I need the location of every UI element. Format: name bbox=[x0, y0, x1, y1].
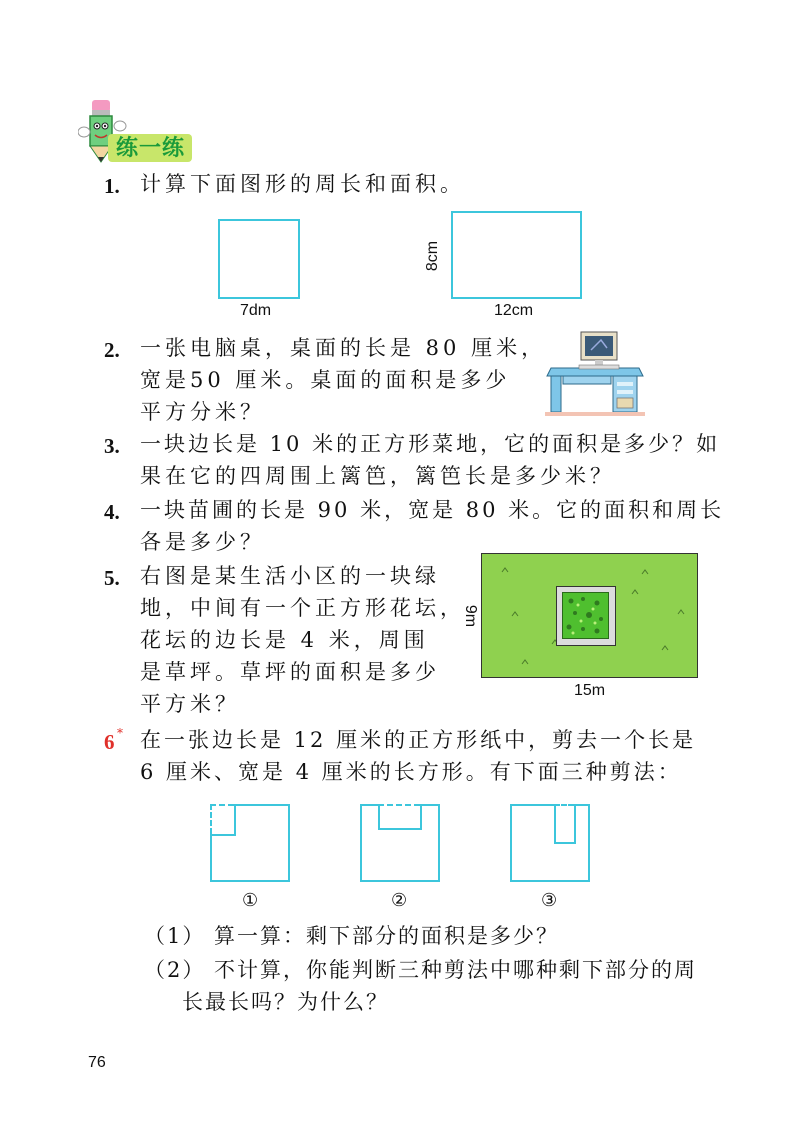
question-text: 计算下面图形的周长和面积。 bbox=[140, 172, 465, 196]
lawn-width-label: 15m bbox=[574, 682, 606, 699]
lawn-figure bbox=[481, 553, 698, 678]
question-number: 4. bbox=[104, 500, 120, 524]
question-line: 花坛的边长是 4 米，周围 bbox=[140, 628, 429, 652]
question-line: 宽是50 厘米。桌面的面积是多少 bbox=[140, 368, 511, 392]
question-number: 1. bbox=[104, 174, 120, 198]
question-line: 果在它的四周围上篱笆，篱笆长是多少米？ bbox=[140, 464, 615, 488]
section-title: 练一练 bbox=[116, 135, 186, 160]
fig-cut-dashed bbox=[554, 804, 574, 806]
question-line: 在一张边长是 12 厘米的正方形纸中，剪去一个长是 bbox=[140, 728, 697, 752]
fig-cut-edge bbox=[378, 828, 422, 830]
fig-edge bbox=[360, 804, 378, 806]
flower-bed bbox=[556, 586, 616, 646]
fig-cut-edge bbox=[420, 804, 422, 830]
cut-figure-3 bbox=[510, 804, 590, 882]
square-figure bbox=[218, 219, 300, 299]
challenge-star: * bbox=[117, 726, 123, 740]
fig-edge bbox=[210, 880, 290, 882]
question-line: 平方分米？ bbox=[140, 400, 265, 424]
fig-edge bbox=[360, 804, 362, 882]
fig-cut-edge bbox=[234, 804, 236, 836]
fig-label-1: ① bbox=[242, 890, 259, 911]
fig-cut-dashed bbox=[210, 804, 234, 806]
page-number: 76 bbox=[88, 1054, 106, 1071]
question-line: 是草坪。草坪的面积是多少 bbox=[140, 660, 440, 684]
fig-edge bbox=[588, 804, 590, 882]
square-side-label: 7dm bbox=[240, 302, 272, 319]
section-header bbox=[78, 96, 228, 166]
sub-question-2-cont: 长最长吗？为什么？ bbox=[182, 990, 389, 1014]
fig-edge bbox=[574, 804, 590, 806]
cut-figure-2 bbox=[360, 804, 440, 882]
question-number: 3. bbox=[104, 434, 120, 458]
fig-edge bbox=[438, 804, 440, 882]
fig-cut-edge bbox=[554, 804, 556, 844]
fig-label-2: ② bbox=[391, 890, 408, 911]
fig-edge bbox=[510, 804, 554, 806]
question-line: 一块边长是 10 米的正方形菜地，它的面积是多少？如 bbox=[140, 432, 721, 456]
fig-cut-edge bbox=[210, 834, 236, 836]
question-line: 各是多少？ bbox=[140, 530, 265, 554]
fig-label-3: ③ bbox=[541, 890, 558, 911]
fig-cut-edge bbox=[554, 842, 576, 844]
flower-bed-plants bbox=[562, 592, 609, 639]
lawn-height-label: 9m bbox=[462, 604, 480, 628]
fig-cut-edge bbox=[574, 804, 576, 844]
fig-edge bbox=[234, 804, 290, 806]
rectangle-figure bbox=[451, 211, 582, 299]
rectangle-width-label: 12cm bbox=[494, 302, 534, 319]
question-line: 一张电脑桌，桌面的长是 80 厘米， bbox=[140, 336, 547, 360]
flower-texture-icon bbox=[563, 593, 608, 638]
question-line: 地，中间有一个正方形花坛， bbox=[140, 596, 465, 620]
fig-edge bbox=[210, 834, 212, 882]
sub-question-2: （2） 不计算，你能判断三种剪法中哪种剩下部分的周 bbox=[144, 958, 698, 982]
cut-figure-1 bbox=[210, 804, 290, 882]
fig-edge bbox=[510, 804, 512, 882]
fig-cut-dashed bbox=[210, 804, 212, 834]
fig-cut-dashed bbox=[378, 804, 420, 806]
fig-cut-edge bbox=[378, 804, 380, 830]
question-number: 5. bbox=[104, 566, 120, 590]
fig-edge bbox=[288, 804, 290, 882]
question-number: 6 bbox=[104, 730, 115, 754]
rectangle-height-label: 8cm bbox=[424, 240, 442, 272]
question-line: 6 厘米、宽是 4 厘米的长方形。有下面三种剪法： bbox=[140, 760, 682, 784]
question-line: 平方米？ bbox=[140, 692, 240, 716]
computer-desk-illustration bbox=[545, 328, 645, 418]
sub-question-1: （1） 算一算：剩下部分的面积是多少？ bbox=[144, 924, 560, 948]
question-line: 一块苗圃的长是 90 米，宽是 80 米。它的面积和周长 bbox=[140, 498, 725, 522]
question-number: 2. bbox=[104, 338, 120, 362]
fig-edge bbox=[360, 880, 440, 882]
question-line: 右图是某生活小区的一块绿 bbox=[140, 564, 440, 588]
fig-edge bbox=[510, 880, 590, 882]
fig-edge bbox=[420, 804, 440, 806]
